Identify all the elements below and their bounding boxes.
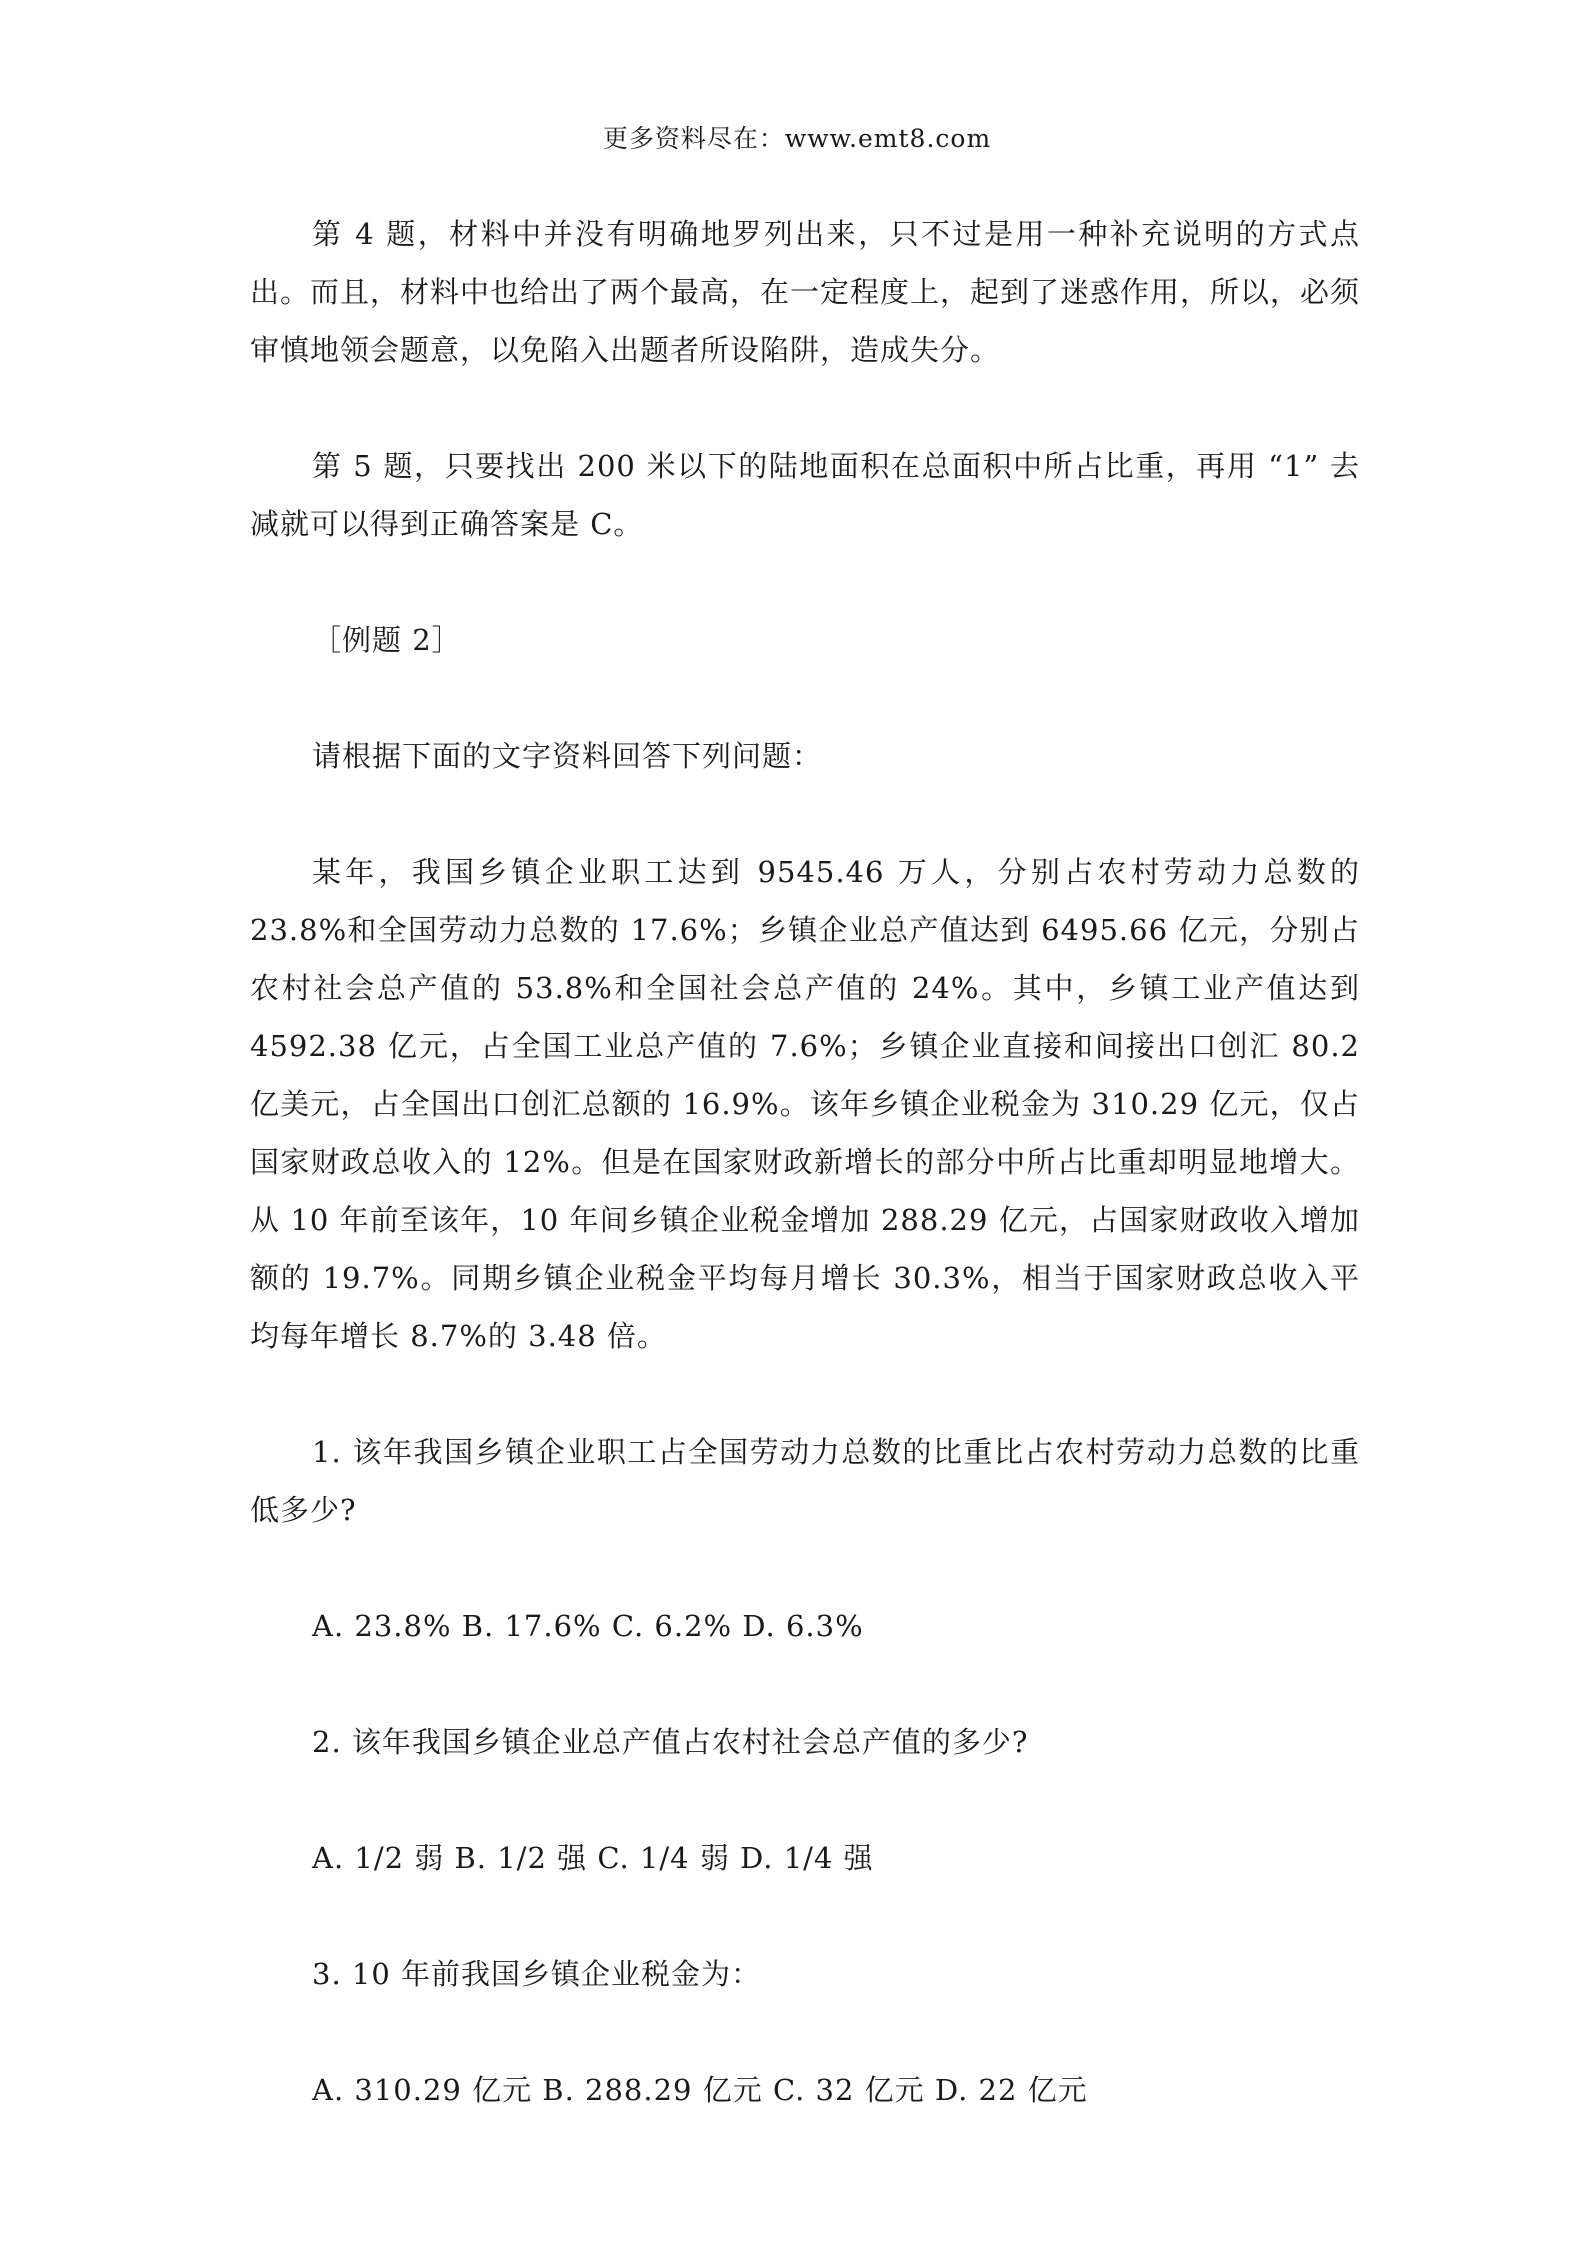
paragraph-question-4-note: 第 4 题，材料中并没有明确地罗列出来，只不过是用一种补充说明的方式点出。而且，材料中也给出了两个最高，在一定程度上，起到了迷惑作用，所以，必须审慎地领会题意，以免陷入出题者所设陷阱，造成失分。 [250, 217, 1361, 367]
question-3-options: A. 310.29 亿元 B. 288.29 亿元 C. 32 亿元 D. 22 亿元 [312, 2073, 1088, 2107]
question-1-options: A. 23.8% B. 17.6% C. 6.2% D. 6.3% [312, 1609, 864, 1643]
document-body [250, 205, 1360, 2119]
example-heading: ［例题 2］ [312, 623, 462, 657]
material-paragraph: 某年，我国乡镇企业职工达到 9545.46 万人，分别占农村劳动力总数的 23.8%和全国劳动力总数的 17.6%；乡镇企业总产值达到 6495.66 亿元，分别占农村社会总产值的 53.8%和全国社会总产值的 24%。其中，乡镇工业产值达到 4592.38 亿元，占全国工业总产值的 7.6%；乡镇企业直接和间接出口创汇 80.2 亿美元，占全国出口创汇总额的 16.9%。该年乡镇企业税金为 310.29 亿元，仅占国家财政总收入的 12%。但是在国家财政新增长的部分中所占比重却明显地增大。从 10 年前至该年，10 年间乡镇企业税金增加 288.29 亿元，占国家财政收入增加额的 19.7%。同期乡镇企业税金平均每月增长 30.3%，相当于国家财政总收入平均每年增长 8.7%的 3.48 倍。 [250, 855, 1360, 1353]
question-1: 1. 该年我国乡镇企业职工占全国劳动力总数的比重比占农村劳动力总数的比重低多少? [250, 1435, 1360, 1527]
question-2: 2. 该年我国乡镇企业总产值占农村社会总产值的多少? [312, 1725, 1029, 1759]
instruction-text: 请根据下面的文字资料回答下列问题： [312, 739, 823, 773]
paragraph-question-5-note: 第 5 题，只要找出 200 米以下的陆地面积在总面积中所占比重，再用 “1” 去减就可以得到正确答案是 C。 [250, 449, 1360, 541]
page-header: 更多资料尽在：www.emt8.com [602, 124, 992, 153]
question-2-options: A. 1/2 弱 B. 1/2 强 C. 1/4 弱 D. 1/4 强 [312, 1841, 874, 1875]
question-3: 3. 10 年前我国乡镇企业税金为： [312, 1957, 762, 1991]
